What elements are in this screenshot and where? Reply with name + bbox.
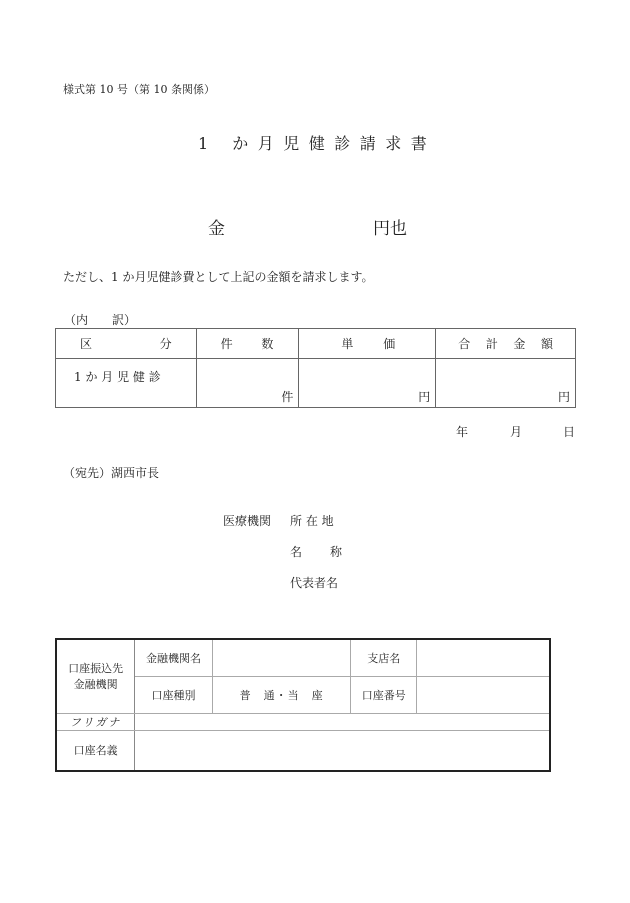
account-holder-label: 口座名義: [56, 730, 135, 771]
count-field[interactable]: [196, 359, 299, 408]
claim-statement: ただし、1 か月児健診費として上記の金額を請求します。: [63, 270, 374, 284]
total-field[interactable]: [436, 359, 576, 408]
header-total-char: 合: [458, 337, 471, 351]
amount-field[interactable]: [240, 210, 365, 234]
medical-institution-label: 医療機関: [223, 514, 272, 528]
header-count-char: 数: [261, 337, 274, 351]
transfer-label-line-1: 口座振込先: [68, 662, 124, 676]
total-unit: 円: [557, 390, 570, 404]
header-count-char: 件: [220, 337, 233, 351]
holder-row: [56, 730, 550, 771]
branch-field[interactable]: [417, 639, 550, 676]
breakdown-open: （内: [64, 313, 89, 327]
unit-price-unit: 円: [418, 390, 431, 404]
account-number-field[interactable]: [417, 676, 550, 713]
form-number: 様式第 10 号（第 10 条関係）: [63, 83, 215, 96]
breakdown-label: [64, 311, 136, 328]
furigana-row: [56, 713, 550, 730]
unit-price-field[interactable]: [299, 359, 436, 408]
amount-prefix: 金: [208, 219, 225, 239]
header-category: [56, 329, 197, 359]
furigana-field[interactable]: [135, 713, 550, 730]
representative-label: 代表者名: [290, 576, 339, 590]
account-holder-field[interactable]: [135, 730, 550, 771]
account-number-label: 口座番号: [351, 676, 417, 713]
header-count: [196, 329, 299, 359]
amount-suffix: 円也: [373, 219, 407, 239]
branch-label: 支店名: [351, 639, 417, 676]
account-type-options[interactable]: 普 通・当 座: [212, 676, 350, 713]
bank-row-1: [56, 639, 550, 676]
header-unit-price-char: 単: [341, 337, 354, 351]
row-category: 1 か 月 児 健 診: [56, 359, 197, 408]
table-row: [56, 359, 576, 408]
bank-name-label: 金融機関名: [135, 639, 213, 676]
furigana-label: フリガナ: [56, 713, 135, 730]
invoice-table: [55, 328, 576, 408]
header-unit-price: [299, 329, 436, 359]
header-total-char: 計: [485, 337, 498, 351]
transfer-label-line-2: 金融機関: [73, 678, 118, 692]
count-unit: 件: [281, 390, 294, 404]
bank-name-field[interactable]: [212, 639, 350, 676]
header-unit-price-char: 価: [383, 337, 396, 351]
date-year: 年: [456, 425, 469, 439]
page-title: 1 か月児健診請求書: [198, 134, 437, 153]
date-day: 日: [563, 425, 576, 439]
invoice-header-row: [56, 329, 576, 359]
addressee: （宛先）湖西市長: [63, 466, 160, 480]
account-type-label: 口座種別: [135, 676, 213, 713]
transfer-section-label: [56, 639, 135, 713]
name-label-2: 称: [330, 545, 343, 559]
header-category-char: 区: [80, 337, 93, 351]
header-total-char: 額: [540, 337, 553, 351]
date-month: 月: [510, 425, 523, 439]
header-category-char: 分: [159, 337, 172, 351]
breakdown-close: 訳）: [112, 313, 137, 327]
header-total: [436, 329, 576, 359]
bank-account-table: [55, 638, 551, 772]
address-label: 所 在 地: [290, 514, 334, 528]
name-label-1: 名: [290, 545, 303, 559]
header-total-char: 金: [513, 337, 526, 351]
